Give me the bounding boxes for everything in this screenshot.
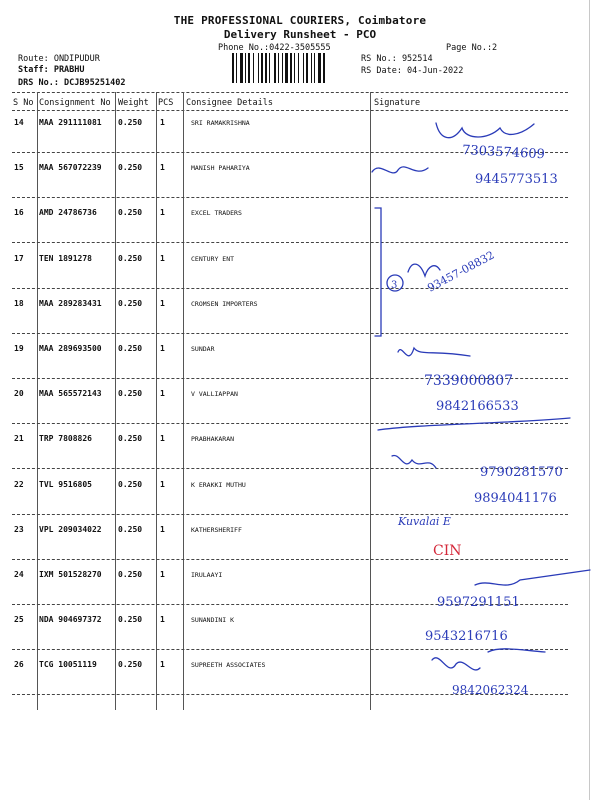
handwritten-phone: 9842062324 (452, 683, 529, 697)
row-sno: 24 (14, 570, 24, 579)
signature-stroke (372, 167, 428, 173)
row-pcs: 1 (160, 344, 165, 353)
table-top-rule (12, 92, 568, 93)
handwritten-phone: 9894041176 (474, 491, 557, 506)
row-sno: 25 (14, 615, 24, 625)
barcode-bar (274, 53, 276, 83)
column-header-weight: Weight (118, 98, 149, 108)
row-divider (12, 197, 568, 198)
row-weight: 0.250 (118, 570, 143, 579)
row-consignee: CENTURY ENT (191, 254, 235, 263)
row-weight: 0.250 (118, 344, 143, 353)
row-consignment-no: MAA 289283431 (39, 298, 102, 308)
column-divider (183, 92, 184, 710)
page-number: Page No.:2 (446, 43, 498, 53)
row-divider (12, 604, 568, 605)
row-sno: 26 (14, 660, 24, 670)
row-consignee: PRABHAKARAN (191, 435, 235, 444)
row-weight: 0.250 (118, 660, 143, 670)
phone-number: Phone No.:0422-3505555 (218, 43, 331, 53)
row-consignment-no: TVL 9516805 (39, 479, 92, 489)
barcode-bar (290, 53, 292, 83)
row-pcs: 1 (160, 570, 165, 579)
row-divider (12, 378, 568, 379)
barcode (232, 53, 354, 83)
row-pcs: 1 (160, 524, 165, 534)
handwritten-phone: 7339000807 (424, 373, 514, 389)
row-pcs: 1 (160, 298, 165, 308)
barcode-bar (282, 53, 283, 83)
row-consignment-no: MAA 289693500 (39, 344, 102, 353)
row-consignee: KATHERSHERIFF (191, 525, 242, 534)
row-sno: 21 (14, 434, 24, 444)
barcode-bar (261, 53, 263, 83)
row-divider (12, 649, 568, 650)
page-edge (589, 0, 590, 800)
row-sno: 19 (14, 344, 24, 353)
column-header-consignee: Consignee Details (186, 98, 273, 108)
signature-stroke (408, 264, 440, 276)
row-sno: 18 (14, 298, 24, 308)
grouped-mark-circle (387, 275, 403, 291)
row-sno: 14 (14, 118, 24, 127)
handwritten-phone: 9842166533 (436, 399, 519, 414)
handwritten-phone: 9597291151 (437, 595, 520, 610)
row-consignment-no: MAA 291111081 (39, 118, 102, 127)
handwritten-red-mark: CIN (433, 543, 462, 559)
handwritten-phone: 9445773513 (475, 172, 558, 187)
barcode-bar (265, 53, 267, 83)
row-pcs: 1 (160, 208, 165, 218)
column-header-signature: Signature (374, 98, 421, 108)
row-divider (12, 288, 568, 289)
row-weight: 0.250 (118, 208, 143, 218)
row-divider (12, 559, 568, 560)
barcode-bar (294, 53, 295, 83)
column-header-pcs: PCS (158, 98, 174, 108)
row-weight: 0.250 (118, 615, 143, 625)
handwritten-phone: 7303574609 (461, 143, 546, 163)
barcode-bar (240, 53, 243, 83)
row-weight: 0.250 (118, 163, 143, 173)
row-weight: 0.250 (118, 118, 143, 127)
row-weight: 0.250 (118, 298, 143, 308)
row-pcs: 1 (160, 118, 165, 127)
barcode-bar (253, 53, 254, 83)
barcode-bar (298, 53, 299, 83)
row-pcs: 1 (160, 660, 165, 670)
row-consignment-no: IXM 501528270 (39, 570, 102, 579)
row-consignee: K ERAKKI MUTHU (191, 480, 246, 489)
row-consignee: CROMSEN IMPORTERS (191, 299, 258, 308)
row-weight: 0.250 (118, 479, 143, 489)
barcode-bar (236, 53, 237, 83)
document-title: Delivery Runsheet - PCO (223, 28, 377, 41)
barcode-bar (232, 53, 234, 83)
row-consignee: SUPREETH ASSOCIATES (191, 661, 266, 670)
rs-date: RS Date: 04-Jun-2022 (361, 66, 464, 76)
barcode-bar (311, 53, 312, 83)
row-divider (12, 423, 568, 424)
column-header-consignment: Consignment No (39, 98, 111, 108)
row-consignment-no: AMD 24786736 (39, 208, 97, 218)
column-divider (370, 92, 371, 710)
row-weight: 0.250 (118, 524, 143, 534)
signature-stroke (398, 348, 470, 356)
signature-stroke (392, 455, 436, 468)
row-divider (12, 152, 568, 153)
barcode-bar (269, 53, 270, 83)
signature-stroke (436, 123, 534, 138)
row-divider (12, 694, 568, 695)
row-divider (12, 333, 568, 334)
column-divider (37, 92, 38, 710)
row-pcs: 1 (160, 253, 165, 263)
handwritten-phone: 9543216716 (425, 629, 508, 644)
handwritten-mark: 3 (391, 280, 398, 291)
row-consignment-no: TCG 10051119 (39, 660, 97, 670)
row-weight: 0.250 (118, 253, 143, 263)
row-sno: 15 (14, 163, 24, 173)
row-pcs: 1 (160, 434, 165, 444)
row-pcs: 1 (160, 479, 165, 489)
handwritten-phone: 93457-08832 (425, 248, 497, 295)
barcode-bar (245, 53, 246, 83)
signature-stroke (475, 570, 590, 585)
route-label: Route: ONDIPUDUR (18, 54, 100, 64)
barcode-bar (323, 53, 325, 83)
row-consignee: SUNDAR (191, 345, 215, 353)
company-name: THE PROFESSIONAL COURIERS, Coimbatore (173, 14, 427, 27)
row-divider (12, 468, 568, 469)
row-sno: 23 (14, 524, 24, 534)
row-consignee: V VALLIAPPAN (191, 390, 238, 399)
barcode-bar (306, 53, 308, 83)
drs-number: DRS No.: DCJB95251402 (18, 78, 126, 88)
barcode-bar (318, 53, 321, 83)
rs-number: RS No.: 952514 (361, 54, 433, 64)
row-pcs: 1 (160, 163, 165, 173)
row-consignment-no: NDA 904697372 (39, 615, 102, 625)
barcode-bar (285, 53, 288, 83)
row-sno: 20 (14, 389, 24, 399)
row-divider (12, 514, 568, 515)
row-consignee: SUNANDINI K (191, 616, 235, 625)
row-divider (12, 242, 568, 243)
row-weight: 0.250 (118, 389, 143, 399)
row-pcs: 1 (160, 389, 165, 399)
row-consignment-no: VPL 209034022 (39, 524, 102, 534)
row-consignee: MANISH PAHARIYA (191, 164, 250, 173)
row-consignee: IRULAAYI (191, 571, 223, 579)
row-pcs: 1 (160, 615, 165, 625)
row-consignment-no: MAA 567072239 (39, 163, 102, 173)
row-weight: 0.250 (118, 434, 143, 444)
column-header-sno: S No (13, 98, 34, 108)
handwritten-name: Kuvalai E (398, 515, 451, 528)
handwritten-phone: 9790281570 (480, 465, 563, 480)
row-sno: 16 (14, 208, 24, 218)
barcode-bar (314, 53, 315, 83)
grouping-bracket (375, 208, 381, 336)
barcode-bar (258, 53, 259, 83)
barcode-bar (303, 53, 304, 83)
barcode-bar (248, 53, 250, 83)
table-header-rule (12, 110, 568, 111)
row-sno: 22 (14, 479, 24, 489)
column-divider (156, 92, 157, 710)
row-consignment-no: TEN 1891278 (39, 253, 92, 263)
column-divider (115, 92, 116, 710)
barcode-bar (278, 53, 279, 83)
row-consignee: EXCEL TRADERS (191, 209, 242, 218)
staff-label: Staff: PRABHU (18, 65, 85, 75)
signature-stroke (432, 658, 480, 670)
row-consignee: SRI RAMAKRISHNA (191, 119, 250, 127)
row-consignment-no: MAA 565572143 (39, 389, 102, 399)
row-sno: 17 (14, 253, 24, 263)
row-consignment-no: TRP 7808826 (39, 434, 92, 444)
